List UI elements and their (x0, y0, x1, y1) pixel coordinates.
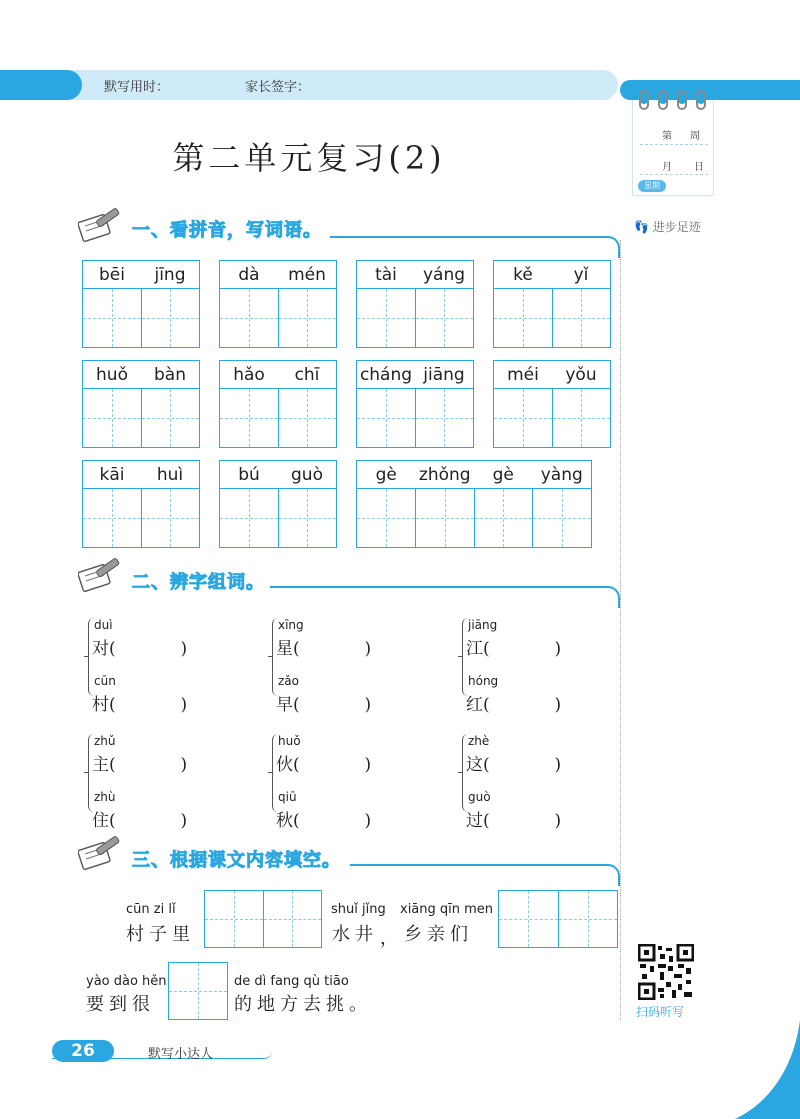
pinyin: bú (238, 465, 260, 485)
fill-pinyin: shuǐ jǐng (331, 902, 386, 917)
calendar-ring-icon (677, 90, 687, 110)
pinyin: yǐ (573, 265, 589, 285)
page-title: 第二单元复习(2) (172, 139, 446, 177)
writing-cell[interactable] (416, 289, 474, 347)
word-box[interactable] (82, 260, 200, 348)
pinyin: yáng (422, 265, 466, 285)
pinyin: mén (288, 265, 326, 285)
writing-cell[interactable] (559, 891, 618, 947)
pinyin: yàng (540, 465, 583, 485)
writing-cell[interactable] (416, 489, 475, 547)
pinyin: bàn (154, 365, 186, 385)
pinyin: hǎo (233, 365, 265, 385)
section2-rule (270, 586, 600, 588)
parent-signature-label: 家长签字： (245, 80, 311, 95)
pair-pinyin: jiāng (468, 618, 498, 632)
char-pair (88, 612, 248, 715)
fill-blank-box[interactable] (204, 890, 322, 948)
pair-blank[interactable]: 对( ) (92, 639, 188, 659)
calendar-month: 月 (662, 162, 672, 173)
char-pair (462, 612, 622, 715)
fill-pinyin: de dì fang qù tiāo (234, 974, 349, 989)
pair-pinyin: hóng (468, 674, 499, 688)
pair-blank[interactable]: 早( ) (276, 695, 372, 715)
pencil-notebook-icon (78, 836, 124, 870)
pair-blank[interactable]: 星( ) (276, 639, 372, 659)
section1-heading: 一、看拼音，写词语。 (132, 220, 322, 241)
word-box[interactable] (82, 460, 200, 548)
calendar-day: 日 (694, 162, 704, 173)
section1-rule-curve (598, 236, 620, 258)
pair-blank[interactable]: 这( ) (466, 755, 562, 775)
section2-heading: 二、辨字组词。 (132, 572, 265, 593)
pinyin: yǒu (565, 365, 597, 385)
writing-cell[interactable] (499, 891, 559, 947)
pair-blank[interactable]: 村( ) (92, 695, 188, 715)
pair-blank[interactable]: 伙( ) (276, 755, 372, 775)
writing-cell[interactable] (83, 489, 142, 547)
fill-text: 乡亲们 (404, 924, 473, 945)
section3-rule (350, 864, 600, 866)
word-box[interactable] (356, 360, 474, 448)
writing-cell[interactable] (494, 389, 553, 447)
header-accent (0, 70, 82, 100)
writing-cell[interactable] (357, 389, 416, 447)
calendar-ring-icon (696, 90, 706, 110)
writing-cell[interactable] (142, 489, 200, 547)
word-box[interactable] (493, 260, 611, 348)
calendar-line (640, 144, 708, 145)
pair-blank[interactable]: 住( ) (92, 811, 188, 831)
calendar-week-prefix: 第 (662, 131, 672, 142)
writing-cell[interactable] (357, 289, 416, 347)
writing-cell[interactable] (553, 289, 611, 347)
writing-cell[interactable] (416, 389, 474, 447)
char-pair (272, 612, 432, 715)
writing-cell[interactable] (264, 891, 322, 947)
word-box[interactable] (82, 360, 200, 448)
writing-cell[interactable] (533, 489, 591, 547)
pair-pinyin: xīng (278, 618, 304, 632)
pencil-notebook-icon (78, 558, 124, 592)
word-box[interactable] (356, 460, 592, 548)
writing-cell[interactable] (205, 891, 264, 947)
pinyin: kě (513, 265, 533, 285)
word-box[interactable] (219, 460, 337, 548)
section3-heading: 三、根据课文内容填空。 (132, 850, 341, 871)
progress-label: 进步足迹 (652, 220, 701, 234)
progress-footprints (634, 218, 701, 235)
pair-blank[interactable]: 红( ) (466, 695, 562, 715)
scan-qr-label: 扫码听写 (636, 1005, 685, 1019)
pair-blank[interactable]: 主( ) (92, 755, 188, 775)
writing-cell[interactable] (279, 289, 337, 347)
fill-blank-box[interactable] (168, 962, 228, 1020)
word-box[interactable] (356, 260, 474, 348)
calendar-line (640, 174, 708, 175)
writing-cell[interactable] (142, 289, 200, 347)
char-pair (272, 728, 432, 831)
fill-comma: ， (380, 928, 403, 949)
pinyin: cháng (359, 365, 413, 385)
pair-pinyin: huǒ (278, 734, 301, 748)
qr-code-icon[interactable] (638, 944, 694, 1000)
fill-pinyin: cūn zi lǐ (126, 902, 176, 917)
section1-rule (330, 236, 600, 238)
footer-label: 默写小达人 (148, 1047, 214, 1062)
section2-rule-curve (598, 586, 620, 608)
fill-text: 村子里 (126, 924, 195, 945)
pair-pinyin: cūn (94, 674, 116, 688)
page-number: 26 (52, 1040, 114, 1062)
pair-pinyin: zǎo (278, 674, 299, 688)
char-pair (88, 728, 248, 831)
pencil-notebook-icon (78, 208, 124, 242)
pinyin: gè (492, 465, 514, 485)
writing-cell[interactable] (475, 489, 534, 547)
pair-pinyin: guò (468, 790, 491, 804)
pinyin: tài (375, 265, 397, 285)
pair-pinyin: zhè (468, 734, 490, 748)
writing-cell[interactable] (220, 389, 279, 447)
fill-blank-box[interactable] (498, 890, 618, 948)
section3-rule-curve (598, 864, 620, 886)
pinyin: huǒ (96, 365, 128, 385)
time-label: 默写用时： (104, 80, 170, 95)
pinyin: gè (375, 465, 397, 485)
pinyin: jīng (154, 265, 186, 285)
pair-blank[interactable]: 秋( ) (276, 811, 372, 831)
pinyin: kāi (99, 465, 125, 485)
writing-cell[interactable] (142, 389, 200, 447)
writing-cell[interactable] (553, 389, 611, 447)
fill-text: 的地方去挑。 (234, 994, 372, 1015)
pinyin: jiāng (423, 365, 465, 385)
pair-pinyin: zhǔ (94, 734, 116, 748)
writing-cell[interactable] (279, 389, 337, 447)
pinyin: méi (507, 365, 539, 385)
word-box[interactable] (219, 260, 337, 348)
fill-pinyin: yào dào hěn (86, 974, 167, 989)
writing-cell[interactable] (279, 489, 337, 547)
writing-cell[interactable] (220, 489, 279, 547)
pinyin: chī (294, 365, 320, 385)
writing-cell[interactable] (357, 489, 416, 547)
writing-cell[interactable] (220, 289, 279, 347)
pair-blank[interactable]: 过( ) (466, 811, 562, 831)
word-box[interactable] (219, 360, 337, 448)
pair-pinyin: zhù (94, 790, 116, 804)
weekday-badge: 星期 (638, 180, 666, 192)
fill-text: 要到很 (86, 994, 155, 1015)
pair-pinyin: duì (94, 618, 113, 632)
calendar-week-suffix: 周 (690, 131, 700, 142)
char-pair (462, 728, 622, 831)
writing-cell[interactable] (83, 389, 142, 447)
fill-pinyin: xiāng qīn men (400, 902, 494, 917)
pinyin: zhǒng (418, 465, 471, 485)
writing-cell[interactable] (169, 963, 227, 1019)
writing-cell[interactable] (83, 289, 142, 347)
calendar-ring-icon (658, 90, 668, 110)
pair-blank[interactable]: 江( ) (466, 639, 562, 659)
pinyin: guò (291, 465, 323, 485)
pinyin: bēi (99, 265, 125, 285)
fill-text: 水井 (332, 924, 378, 945)
pinyin: dà (238, 265, 260, 285)
corner-decoration (735, 1020, 800, 1119)
writing-cell[interactable] (494, 289, 553, 347)
calendar-ring-icon (639, 90, 649, 110)
word-box[interactable] (493, 360, 611, 448)
footprint-icon: 👣 (634, 220, 649, 234)
pinyin: huì (156, 465, 184, 485)
pair-pinyin: qiū (278, 790, 297, 804)
